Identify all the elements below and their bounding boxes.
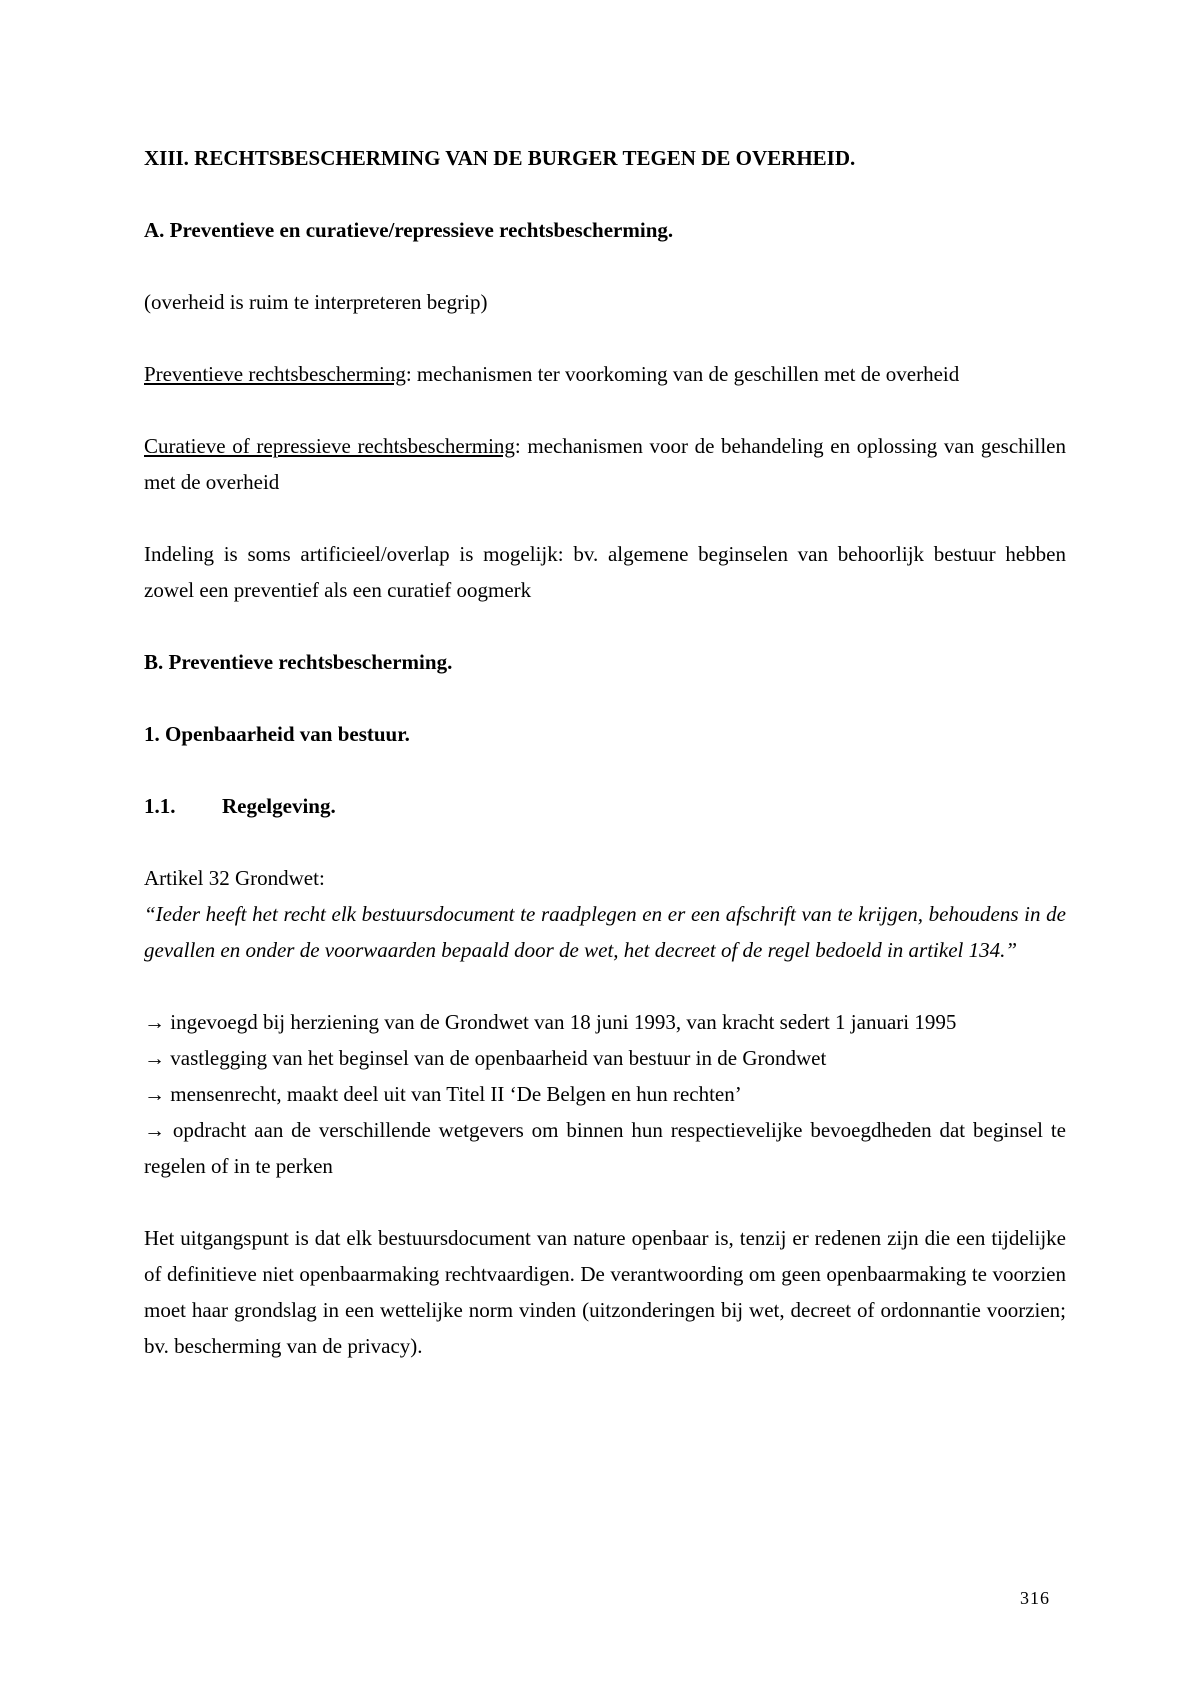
definition-text: : mechanismen ter voorkoming van de geschillen met de overheid [405, 362, 960, 386]
subsection-heading-1-1 [144, 788, 1066, 824]
subsection-heading-1: 1. Openbaarheid van bestuur. [144, 722, 410, 746]
article-quote: “Ieder heeft het recht elk bestuursdocument te raadplegen en er een afschrift van te krijgen, behoudens in de gevallen en onder de voorwaarden bepaald door de wet, het decreet of de regel bedoeld in artikel 134.” [144, 902, 1066, 962]
arrow-item: → vastlegging van het beginsel van de openbaarheid van bestuur in de Grondwet [144, 1046, 827, 1070]
definition-preventive [144, 356, 1066, 392]
arrow-item: → mensenrecht, maakt deel uit van Titel II ‘De Belgen en hun rechten’ [144, 1082, 742, 1106]
section-heading-a: A. Preventieve en curatieve/repressieve rechtsbescherming. [144, 218, 674, 242]
document-body [144, 140, 1066, 1364]
heading-title: Regelgeving. [222, 794, 336, 818]
indeling-paragraph: Indeling is soms artificieel/overlap is mogelijk: bv. algemene beginselen van behoorlijk bestuur hebben zowel een preventief als een curatief oogmerk [144, 542, 1066, 602]
arrow-item: → opdracht aan de verschillende wetgevers om binnen hun respectievelijke bevoegdheden dat beginsel te regelen of in te perken [144, 1118, 1066, 1178]
arrow-item: → ingevoegd bij herziening van de Grondwet van 18 juni 1993, van kracht sedert 1 januari 1995 [144, 1010, 957, 1034]
definition-curative [144, 428, 1066, 500]
heading-number: 1.1. [144, 794, 176, 818]
chapter-heading: XIII. RECHTSBESCHERMING VAN DE BURGER TEGEN DE OVERHEID. [144, 146, 856, 170]
article-label: Artikel 32 Grondwet: [144, 866, 325, 890]
page-number: 316 [1020, 1588, 1050, 1608]
definition-text: : mechanismen voor de behandeling en oplossing van geschillen met de overheid [144, 434, 1066, 494]
note-paragraph: (overheid is ruim te interpreteren begrip) [144, 290, 488, 314]
definition-term: Preventieve rechtsbescherming [144, 362, 406, 386]
closing-paragraph: Het uitgangspunt is dat elk bestuursdocument van nature openbaar is, tenzij er redenen zijn die een tijdelijke of definitieve niet openbaarmaking rechtvaardigen. De verantwoording om geen openbaarmaking te voorzien moet haar grondslag in een wettelijke norm vinden (uitzonderingen bij wet, decreet of ordonnantie voorzien; bv. bescherming van de privacy). [144, 1226, 1066, 1358]
section-heading-b: B. Preventieve rechtsbescherming. [144, 650, 453, 674]
definition-term: Curatieve of repressieve rechtsbescherming [144, 434, 515, 458]
